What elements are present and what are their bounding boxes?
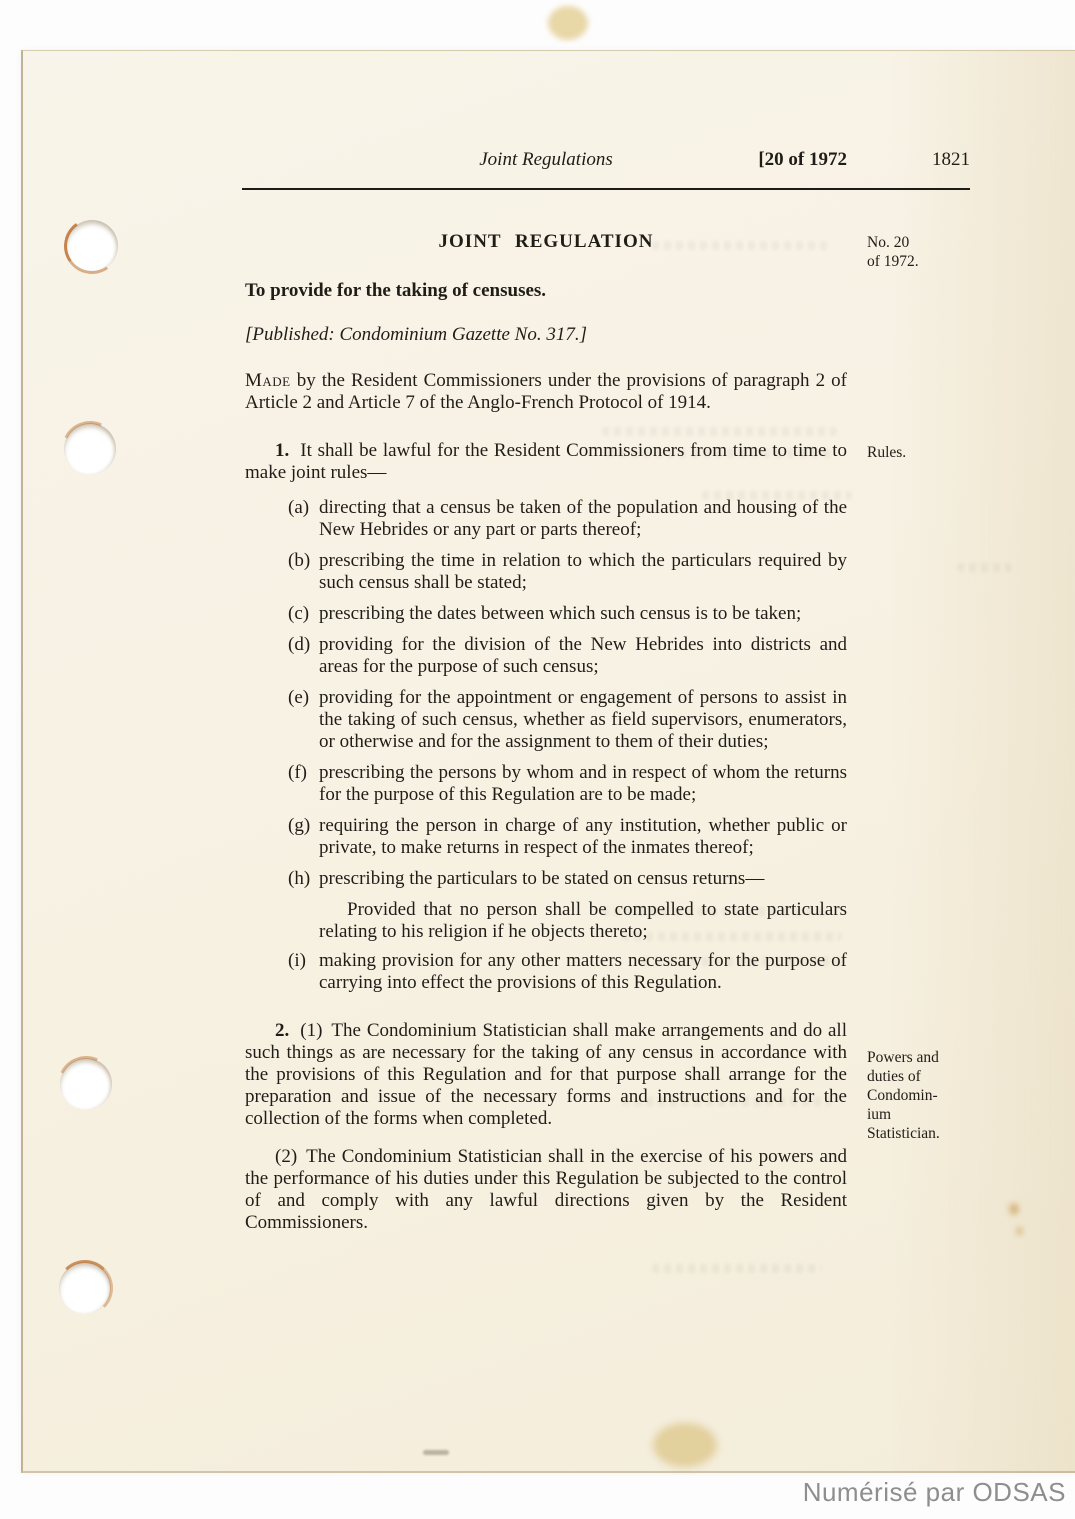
- list-item: [245, 815, 847, 859]
- section-2-paragraph-1: [245, 1020, 847, 1130]
- punch-hole: [60, 1058, 112, 1110]
- section-number: 1.: [275, 440, 290, 461]
- item-label: (e): [288, 687, 310, 708]
- proviso-paragraph: Provided that no person shall be compelled to state particulars relating to his religion if he objects thereto;: [319, 899, 847, 942]
- section-2-paragraph-2: [245, 1146, 847, 1234]
- item-text: providing for the appointment or engagement of persons to assist in the taking of such census, whether as field supervisors, enumerators, or otherwise and for the assignment to them of their duties;: [319, 687, 847, 752]
- list-item: [245, 634, 847, 678]
- margin-note-rules: Rules.: [867, 444, 907, 461]
- header-rule: [242, 188, 970, 190]
- section-1-intro: [245, 440, 847, 484]
- margin-note-line: duties of: [867, 1068, 921, 1085]
- list-item: [245, 762, 847, 806]
- section-text: The Condominium Statistician shall make arrangements and do all such things as are necessary for the taking of any census in accordance with the provisions of this Regulation and for that purpose shall arrange for the preparation and issue of the necessary forms and instructions and for the collection of the forms when completed.: [245, 1020, 847, 1129]
- list-item: [245, 868, 847, 890]
- item-text: making provision for any other matters necessary for the purpose of carrying into effect the provisions of this Regulation.: [319, 950, 847, 993]
- punch-hole: [66, 220, 118, 272]
- item-label: (g): [288, 815, 311, 836]
- issue-number: [20 of 1972: [758, 149, 847, 170]
- item-label: (b): [288, 550, 311, 571]
- margin-note-line: No. 20: [867, 234, 910, 251]
- document-page: [21, 50, 1075, 1473]
- subsection-number: (1): [300, 1020, 323, 1041]
- bleed-through-text: [652, 1264, 822, 1273]
- list-item: [245, 497, 847, 541]
- item-text: prescribing the time in relation to which the particulars required by such census shall be stated;: [319, 550, 847, 593]
- paper-stain: [1016, 1227, 1023, 1235]
- margin-note-line: ium: [867, 1106, 892, 1123]
- title-block: [245, 231, 919, 270]
- page-number: 1821: [932, 149, 970, 170]
- rule-item-list: [245, 497, 847, 994]
- section-text: It shall be lawful for the Resident Commissioners from time to time to make joint rules—: [245, 440, 847, 483]
- list-item: [245, 950, 847, 994]
- margin-note-line: Statistician.: [867, 1125, 940, 1142]
- punch-hole: [64, 423, 116, 475]
- list-item: [245, 550, 847, 594]
- odsas-watermark: Numérisé par ODSAS: [802, 1477, 1066, 1507]
- preamble-paragraph: [245, 370, 847, 414]
- item-text: prescribing the dates between which such census is to be taken;: [319, 603, 802, 624]
- scan-stain: [548, 6, 588, 40]
- item-text: prescribing the persons by whom and in respect of whom the returns for the purpose of this Regulation are to be made;: [319, 762, 847, 805]
- item-text: prescribing the particulars to be stated on census returns—: [319, 868, 765, 889]
- running-title: Joint Regulations: [479, 149, 613, 170]
- item-label: (d): [288, 634, 311, 655]
- preamble-text: by the Resident Commissioners under the provisions of paragraph 2 of Article 2 and Article 7 of the Anglo-French Protocol of 1914.: [245, 370, 847, 413]
- list-item: [245, 603, 847, 625]
- paper-stain: [423, 1450, 449, 1455]
- item-label: (a): [288, 497, 310, 518]
- item-text: providing for the division of the New Hebrides into districts and areas for the purpose of such census;: [319, 634, 847, 677]
- subsection-number: (2): [275, 1146, 298, 1167]
- list-item: [245, 687, 847, 753]
- paper-stain: [1009, 1203, 1019, 1215]
- section-2: [245, 1020, 940, 1234]
- published-line: [Published: Condominium Gazette No. 317.]: [245, 324, 587, 345]
- margin-note-number: [867, 233, 985, 271]
- document-body: [245, 231, 940, 1234]
- margin-note-powers: [867, 1048, 985, 1143]
- margin-note-line: Condomin-: [867, 1087, 938, 1104]
- section-1: [245, 440, 907, 484]
- item-text: directing that a census be taken of the population and housing of the New Hebrides or any part or parts thereof;: [319, 497, 847, 540]
- document-title: JOINT REGULATION: [438, 231, 654, 252]
- item-label: (f): [288, 762, 307, 783]
- paper-stain: [653, 1423, 717, 1467]
- bleed-through-text: [957, 563, 1012, 572]
- item-label: (i): [288, 950, 306, 971]
- margin-note-line: Powers and: [867, 1049, 939, 1066]
- preamble-lead: Made: [245, 370, 291, 391]
- subject-line: To provide for the taking of censuses.: [245, 280, 547, 301]
- section-number: 2.: [275, 1020, 290, 1041]
- page-header: [23, 149, 1075, 175]
- item-label: (h): [288, 868, 311, 889]
- item-label: (c): [288, 603, 310, 624]
- section-text: The Condominium Statistician shall in the exercise of his powers and the performance of his duties under this Regulation be subjected to the control of and comply with any lawful directions given by the Resident Commissioners.: [245, 1146, 847, 1233]
- punch-hole: [59, 1262, 111, 1314]
- margin-note-line: of 1972.: [867, 253, 919, 270]
- item-text: requiring the person in charge of any institution, whether public or private, to make returns in respect of the inmates thereof;: [319, 815, 847, 858]
